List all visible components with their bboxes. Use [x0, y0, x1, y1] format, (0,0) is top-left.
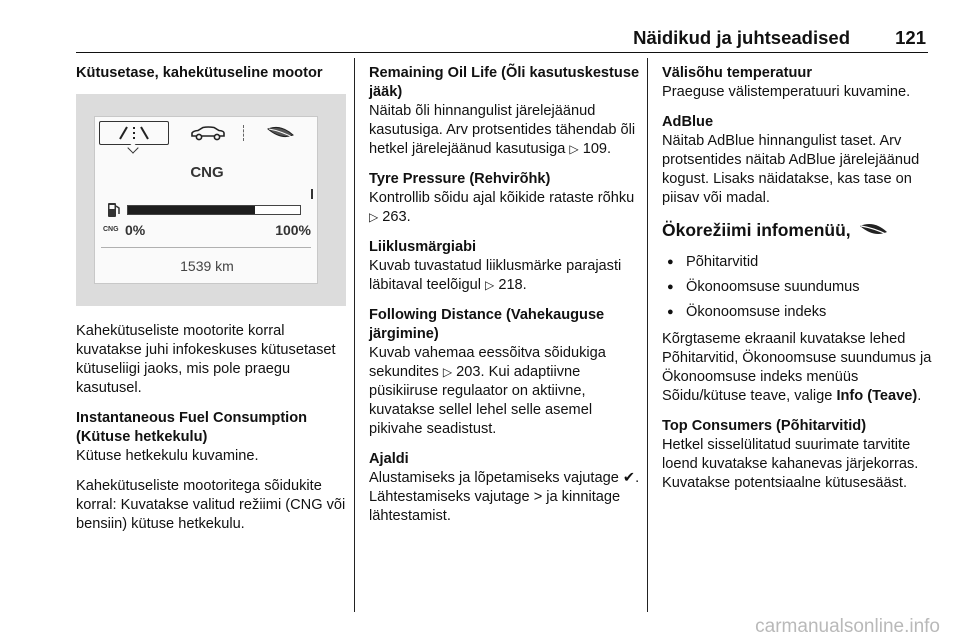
eco-menu-title: Ökorežiimi infomenüü,: [662, 220, 851, 240]
list-item: ● Ökonoomsuse suundumus: [662, 278, 932, 297]
list-item: ● Põhitarvitid: [662, 253, 932, 272]
tab-vehicle-info: [177, 121, 239, 145]
instrument-display-figure: [76, 94, 346, 306]
tyre-pressure-text: Kontrollib sõidu ajal kõikide rataste rõhku: [369, 190, 635, 206]
column-divider-1: [354, 58, 355, 612]
fuel-level-heading: Kütusetase, kahekütuseline mootor: [76, 65, 323, 81]
timer-text-end: ja kinnitage lähtestamist.: [369, 489, 621, 524]
list-item: ● Ökonoomsuse indeks: [662, 303, 932, 322]
following-distance-text: Kuvab vahemaa eessõitva sõidukiga sekundites: [369, 345, 606, 380]
car-icon: [189, 125, 227, 141]
following-distance-heading: Following Distance (Vahekauguse järgimine): [369, 307, 605, 342]
traffic-sign-ref: 218.: [498, 277, 527, 293]
column-3: [662, 64, 932, 504]
timer-heading: Ajaldi: [369, 451, 409, 467]
chevron-right-icon: >: [533, 489, 543, 505]
traffic-sign-heading: Liiklusmärgiabi: [369, 239, 477, 255]
column-divider-2: [647, 58, 648, 612]
checkmark-icon: ✔: [622, 470, 636, 486]
page-ref-arrow-icon: ▷: [569, 142, 579, 156]
traffic-sign-text: Kuvab tuvastatud liiklusmärke parajasti läbitaval teelõigul: [369, 258, 622, 293]
adblue-text: Näitab AdBlue hinnangulist taset. Arv protsentides näitab AdBlue järelejäänud kogust. Lisaks näidatakse, kas tase on piisav või madal.: [662, 133, 920, 206]
top-consumers-text: Hetkel sisselülitatud suurimate tarvitite loend kuvatakse kahanevas järjekorras. Kuvatakse potentsiaalne kütusesääst.: [662, 437, 919, 491]
fuel-max-label: 100%: [275, 222, 311, 238]
tab-road-info: [99, 121, 169, 145]
page-ref-arrow-icon: ▷: [442, 365, 453, 379]
fuel-level-fill: [128, 206, 255, 214]
tab-separator: [243, 125, 244, 141]
fuel-pump-icon: [107, 201, 121, 218]
page-title: Näidikud ja juhtseadised: [633, 27, 850, 48]
display-divider: [101, 247, 311, 248]
pump-cng-label: CNG: [103, 226, 119, 233]
watermark: carmanualsonline.info: [755, 616, 940, 637]
eco-leaf-icon: [265, 125, 297, 141]
eco-menu-text-end: .: [917, 388, 922, 404]
following-distance-text-cont: 203. Kui adaptiivne püsikiiruse regulaator on aktiivne, kuvatakse sellel lehel selle asemel pikivahe seadistust.: [369, 364, 593, 437]
fuel-level-bar: [127, 205, 301, 215]
fuel-min-label: 0%: [125, 222, 146, 238]
tab-eco-info: [247, 121, 315, 145]
top-consumers-heading: Top Consumers (Põhitarvitid): [662, 418, 867, 434]
page-ref-arrow-icon: ▷: [485, 278, 495, 292]
header-rule: [76, 52, 928, 53]
page-number: 121: [895, 27, 926, 48]
outside-temp-heading: Välisõhu temperatuur: [662, 65, 813, 81]
scroll-indicator: [311, 189, 313, 199]
column-1: [76, 64, 346, 545]
fuel-type-label: CNG: [190, 164, 224, 181]
oil-life-text: Näitab õli hinnangulist järelejäänud kasutusiga. Arv protsentides tähendab õli hetkel järelejäänud kasutusiga: [369, 103, 636, 157]
eco-menu-heading: [662, 219, 932, 241]
oil-life-heading: Remaining Oil Life (Õli kasutuskestuse jääk): [369, 65, 640, 100]
page-header: [76, 28, 928, 52]
column-2: [369, 64, 641, 537]
road-symbol-icon: [114, 125, 154, 141]
oil-life-ref: 109.: [582, 141, 612, 157]
eco-menu-list: [662, 253, 932, 322]
instant-consumption-text: Kütuse hetkekulu kuvamine.: [76, 448, 259, 464]
bifuel-description: Kahekütuseliste mootorite korral kuvatakse juhi infokeskuses kütusetaset kütuseliigi jaoks, mis pole praegu kasutusel.: [76, 323, 336, 396]
instant-consumption-heading: Instantaneous Fuel Consumption (Kütuse hetkekulu): [76, 410, 308, 445]
odometer-readout: 1539 km: [180, 258, 234, 274]
info-menu-label: Info (Teave): [836, 388, 918, 404]
tyre-pressure-ref: 263.: [382, 209, 411, 225]
timer-text-cont: . Lähtestamiseks vajutage: [369, 470, 640, 505]
outside-temp-text: Praeguse välistemperatuuri kuvamine.: [662, 84, 911, 100]
display-screen: [94, 116, 318, 284]
timer-text: Alustamiseks ja lõpetamiseks vajutage: [369, 470, 619, 486]
adblue-heading: AdBlue: [662, 114, 714, 130]
eco-leaf-icon: [857, 221, 891, 239]
bifuel-consumption-text: Kahekütuseliste mootoritega sõidukite korral: Kuvatakse valitud režiimi (CNG või bensiin) kütuse hetkekulu.: [76, 478, 346, 532]
eco-menu-text: Kõrgtaseme ekraanil kuvatakse lehed Põhitarvitid, Ökonoomsuse suundumus ja Ökonoomsuse indeks menüüs Sõidu/kütuse teave, valige: [662, 331, 932, 404]
tyre-pressure-heading: Tyre Pressure (Rehvirõhk): [369, 171, 551, 187]
page-ref-arrow-icon: ▷: [369, 210, 379, 224]
